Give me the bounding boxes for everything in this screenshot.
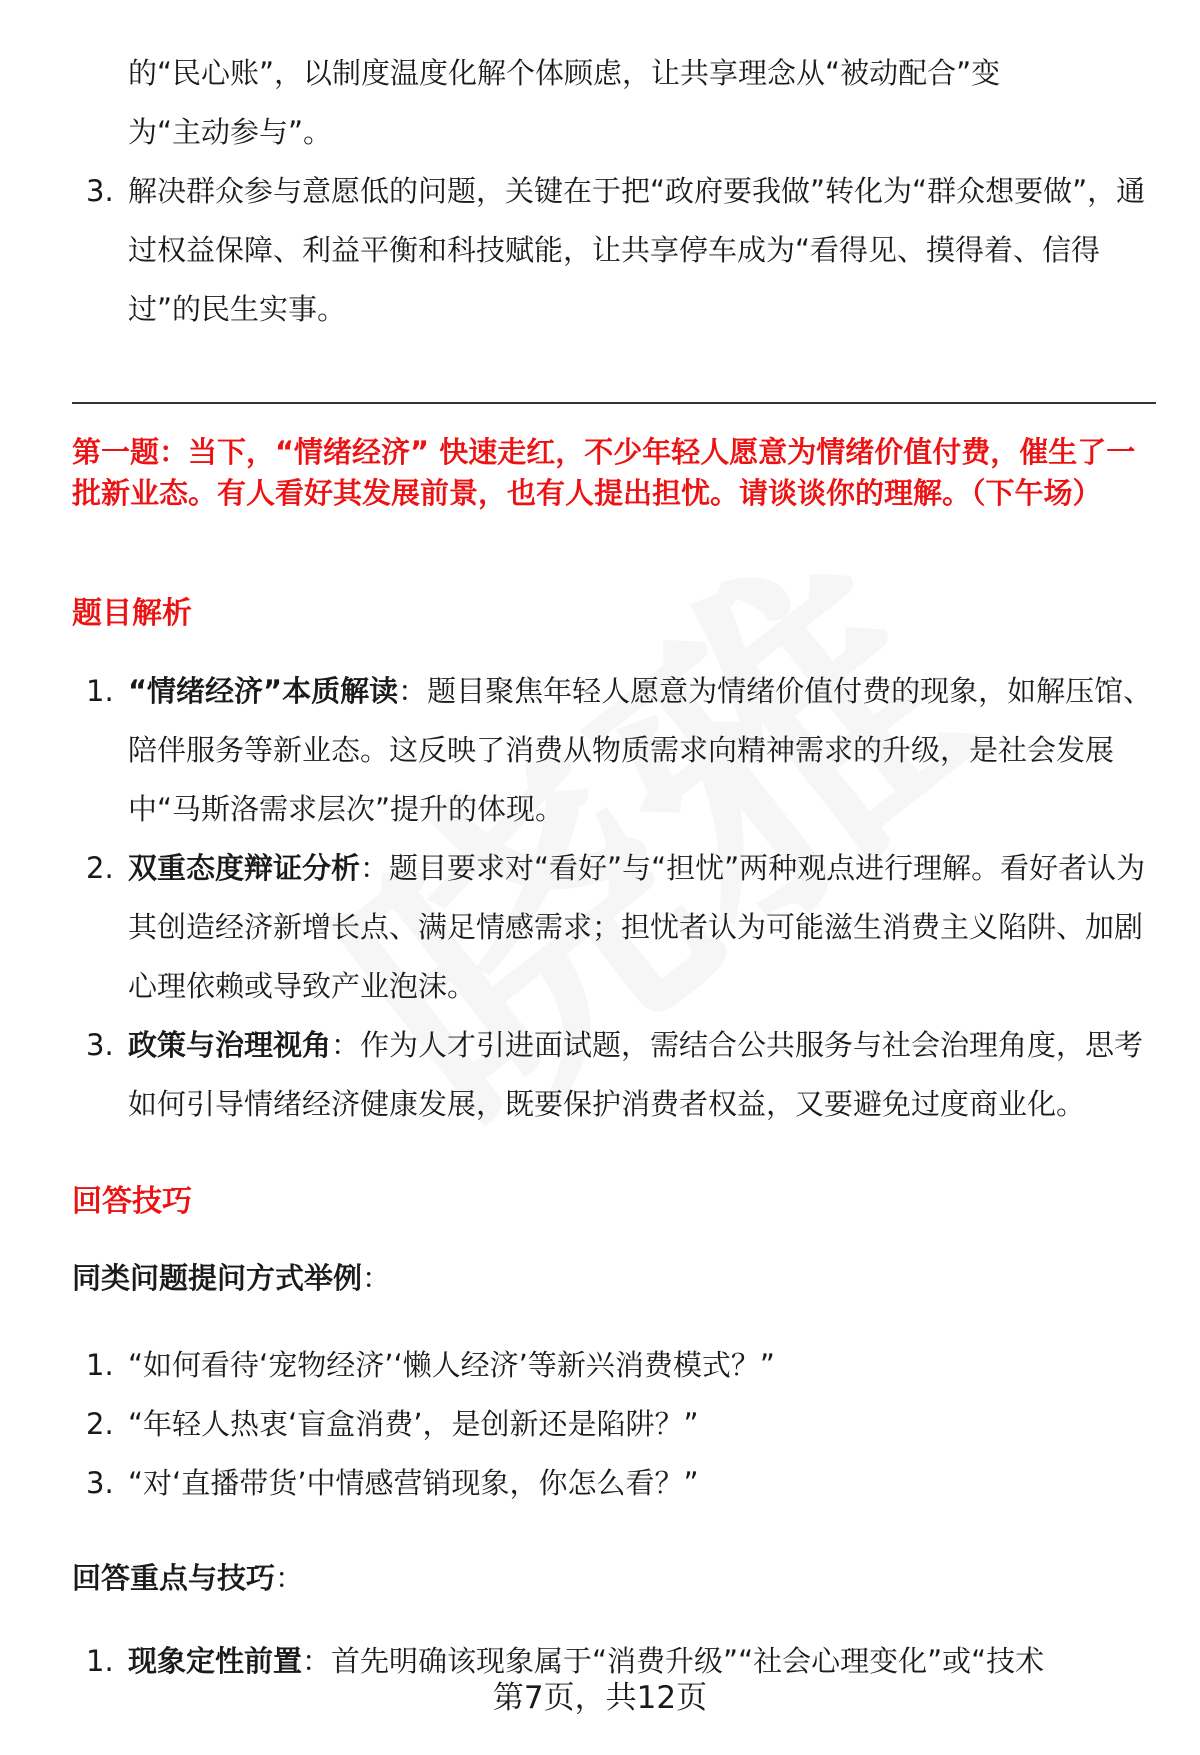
list-item-text: “年轻人热衷‘盲盒消费’，是创新还是陷阱？” (128, 1407, 699, 1441)
analysis-list (78, 662, 1158, 1134)
key-points-heading (72, 1556, 304, 1597)
continued-text-line: 为“主动参与”。 (128, 115, 333, 149)
list-item-text: 解决群众参与意愿低的问题，关键在于把“政府要我做”转化为“群众想要做”，通过权益保障、利益平衡和科技赋能，让共享停车成为“看得见、摸得着、信得过”的民生实事。 (128, 174, 1146, 326)
list-item-text: ：作为人才引进面试题，需结合公共服务与社会治理角度，思考如何引导情绪经济健康发展，既要保护消费者权益，又要避免过度商业化。 (128, 1028, 1144, 1121)
list-item (78, 839, 1158, 1016)
list-number: 1. (86, 1644, 114, 1678)
page-number-footer: 第7页，共12页 (492, 1680, 708, 1716)
list-number: 1. (86, 674, 114, 708)
similar-questions-title: 同类问题提问方式举例 (72, 1261, 363, 1295)
list-item-text: “对‘直播带货’中情感营销现象，你怎么看？” (128, 1466, 699, 1500)
similar-questions-heading (72, 1256, 391, 1297)
list-item-bold: 政策与治理视角 (128, 1028, 332, 1062)
list-item (78, 662, 1158, 839)
list-number: 1. (86, 1348, 114, 1382)
continued-text-line: 的“民心账”，以制度温度化解个体顾虑，让共享理念从“被动配合”变 (128, 56, 1001, 90)
key-points-title: 回答重点与技巧 (72, 1561, 276, 1595)
list-item-bold: “情绪经济”本质解读 (128, 674, 399, 708)
list-number: 2. (86, 1407, 114, 1441)
list-item-text: “如何看待‘宠物经济’‘懒人经济’等新兴消费模式？” (128, 1348, 775, 1382)
list-item-text: ：题目要求对“看好”与“担忧”两种观点进行理解。看好者认为其创造经济新增长点、满足情感需求；担忧者认为可能滋生消费主义陷阱、加剧心理依赖或导致产业泡沫。 (128, 851, 1146, 1003)
list-item (78, 1395, 1158, 1454)
list-item-bold: 双重态度辩证分析 (128, 851, 361, 885)
heading-colon: ： (362, 1261, 392, 1295)
question-title: 第一题：当下，“情绪经济” 快速走红，不少年轻人愿意为情绪价值付费，催生了一批新业态。有人看好其发展前景，也有人提出担忧。请谈谈你的理解。（下午场） (72, 435, 1136, 510)
tips-heading: 回答技巧 (72, 1184, 192, 1219)
heading-colon: ： (275, 1561, 305, 1595)
section-divider (72, 402, 1156, 404)
analysis-heading: 题目解析 (72, 596, 192, 631)
list-item-text: ：首先明确该现象属于“消费升级”“社会心理变化”或“技术 (302, 1644, 1045, 1678)
list-item-text: ：题目聚焦年轻人愿意为情绪价值付费的现象，如解压馆、陪伴服务等新业态。这反映了消费从物质需求向精神需求的升级，是社会发展中“马斯洛需求层次”提升的体现。 (128, 674, 1153, 826)
list-item (78, 1336, 1158, 1395)
list-number: 3. (86, 1028, 114, 1062)
list-number: 3. (86, 174, 114, 208)
list-item-bold: 现象定性前置 (128, 1644, 303, 1678)
list-item (78, 1454, 1158, 1513)
similar-questions-list (78, 1336, 1158, 1513)
list-item (78, 1016, 1158, 1134)
list-item (78, 162, 1158, 339)
list-number: 2. (86, 851, 114, 885)
list-number: 3. (86, 1466, 114, 1500)
top-list (78, 44, 1158, 339)
